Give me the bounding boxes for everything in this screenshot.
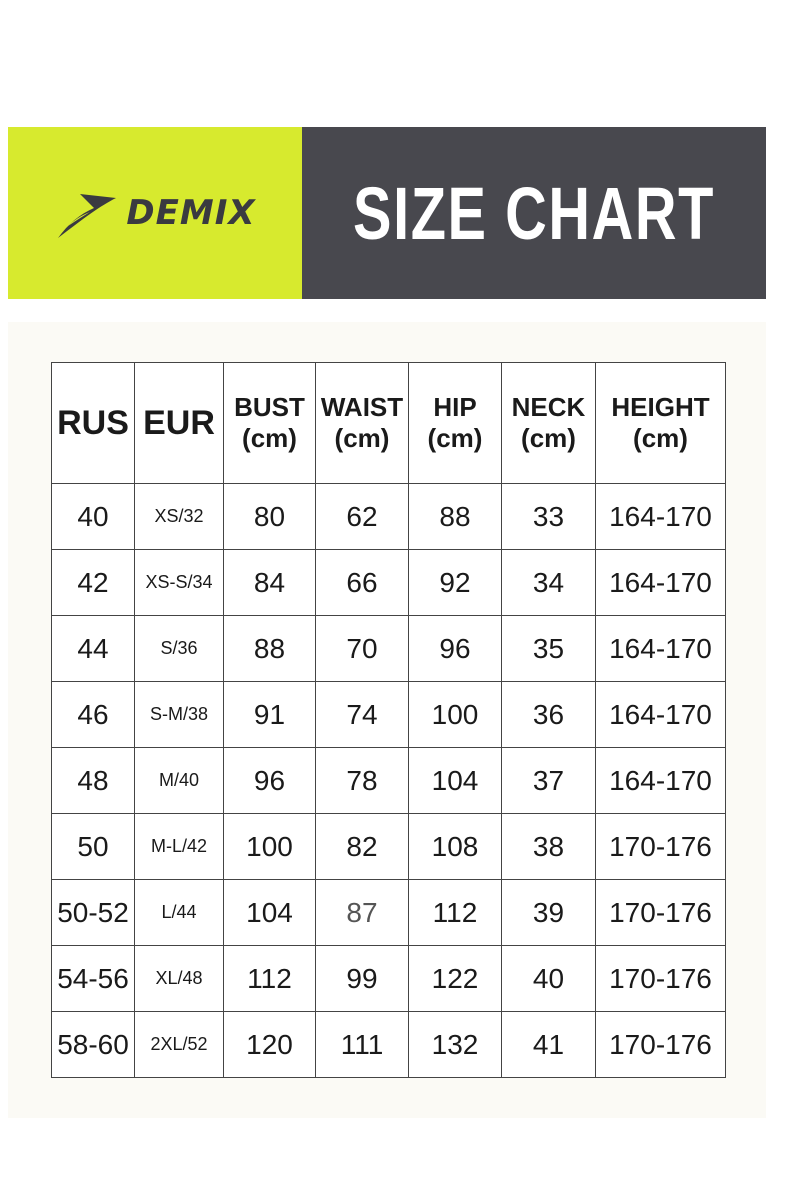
cell-neck: 38: [502, 814, 596, 880]
brand-logo: [54, 184, 255, 242]
cell-eur: XS-S/34: [135, 550, 224, 616]
cell-hip: 122: [409, 946, 502, 1012]
cell-height: 164-170: [596, 550, 726, 616]
cell-height: 164-170: [596, 484, 726, 550]
cell-height: 170-176: [596, 1012, 726, 1078]
cell-waist: 82: [316, 814, 409, 880]
table-row: [52, 484, 726, 550]
cell-bust: 100: [224, 814, 316, 880]
cell-rus: 58-60: [52, 1012, 135, 1078]
table-row: [52, 550, 726, 616]
cell-waist: 62: [316, 484, 409, 550]
cell-height: 164-170: [596, 748, 726, 814]
cell-rus: 44: [52, 616, 135, 682]
cell-hip: 92: [409, 550, 502, 616]
cell-rus: 40: [52, 484, 135, 550]
cell-rus: 42: [52, 550, 135, 616]
cell-hip: 100: [409, 682, 502, 748]
cell-bust: 120: [224, 1012, 316, 1078]
table-row: [52, 1012, 726, 1078]
cell-waist: 70: [316, 616, 409, 682]
table-row: [52, 616, 726, 682]
cell-bust: 112: [224, 946, 316, 1012]
cell-neck: 36: [502, 682, 596, 748]
cell-hip: 132: [409, 1012, 502, 1078]
cell-neck: 39: [502, 880, 596, 946]
cell-eur: S/36: [135, 616, 224, 682]
cell-bust: 84: [224, 550, 316, 616]
cell-neck: 34: [502, 550, 596, 616]
page-title: SIZE CHART: [353, 171, 715, 255]
table-row: [52, 946, 726, 1012]
title-panel: [302, 127, 766, 299]
cell-neck: 37: [502, 748, 596, 814]
cell-rus: 54-56: [52, 946, 135, 1012]
header-neck: NECK (cm): [502, 363, 596, 484]
header-waist: WAIST (cm): [316, 363, 409, 484]
demix-swoosh-logo-icon: [54, 184, 118, 242]
cell-eur: S-M/38: [135, 682, 224, 748]
cell-neck: 33: [502, 484, 596, 550]
cell-hip: 108: [409, 814, 502, 880]
cell-waist: 66: [316, 550, 409, 616]
header-hip: HIP (cm): [409, 363, 502, 484]
table-row: [52, 682, 726, 748]
cell-rus: 48: [52, 748, 135, 814]
table-row: [52, 748, 726, 814]
table-row: [52, 814, 726, 880]
brand-panel: [8, 127, 302, 299]
cell-eur: M/40: [135, 748, 224, 814]
table-row: [52, 880, 726, 946]
header-height: HEIGHT (cm): [596, 363, 726, 484]
cell-eur: XS/32: [135, 484, 224, 550]
cell-rus: 50-52: [52, 880, 135, 946]
cell-hip: 104: [409, 748, 502, 814]
header-eur: EUR: [135, 363, 224, 484]
cell-height: 170-176: [596, 946, 726, 1012]
cell-height: 164-170: [596, 682, 726, 748]
cell-bust: 80: [224, 484, 316, 550]
cell-waist: 87: [316, 880, 409, 946]
cell-rus: 50: [52, 814, 135, 880]
cell-waist: 99: [316, 946, 409, 1012]
cell-waist: 111: [316, 1012, 409, 1078]
cell-eur: L/44: [135, 880, 224, 946]
header-rus: RUS: [52, 363, 135, 484]
brand-name: DEMIX: [126, 193, 256, 233]
table-header-row: [52, 363, 726, 484]
cell-neck: 41: [502, 1012, 596, 1078]
cell-hip: 88: [409, 484, 502, 550]
cell-bust: 96: [224, 748, 316, 814]
cell-neck: 35: [502, 616, 596, 682]
cell-eur: M-L/42: [135, 814, 224, 880]
cell-eur: 2XL/52: [135, 1012, 224, 1078]
cell-bust: 88: [224, 616, 316, 682]
cell-hip: 112: [409, 880, 502, 946]
cell-height: 170-176: [596, 880, 726, 946]
cell-waist: 74: [316, 682, 409, 748]
cell-height: 170-176: [596, 814, 726, 880]
cell-bust: 91: [224, 682, 316, 748]
cell-rus: 46: [52, 682, 135, 748]
cell-bust: 104: [224, 880, 316, 946]
header-banner: [8, 127, 766, 299]
cell-neck: 40: [502, 946, 596, 1012]
cell-hip: 96: [409, 616, 502, 682]
cell-waist: 78: [316, 748, 409, 814]
cell-height: 164-170: [596, 616, 726, 682]
cell-eur: XL/48: [135, 946, 224, 1012]
size-table: [51, 362, 726, 1078]
header-bust: BUST (cm): [224, 363, 316, 484]
